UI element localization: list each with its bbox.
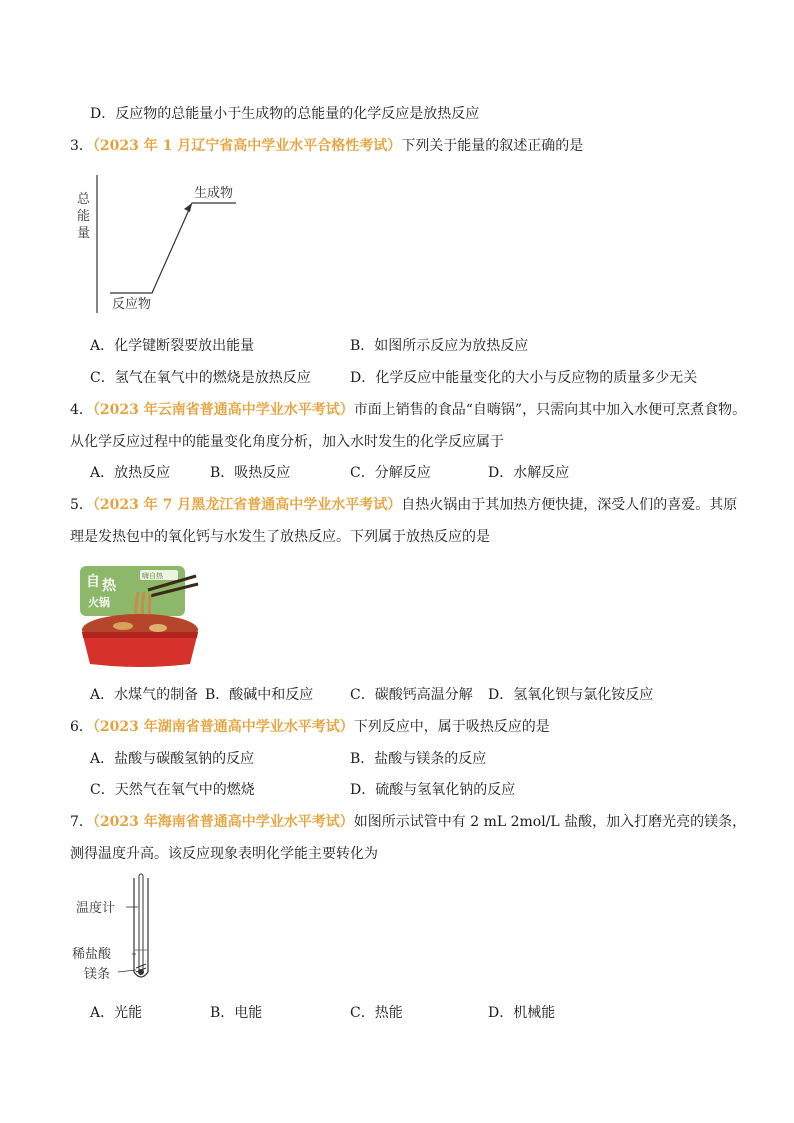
- q7-option-c: C．热能: [350, 1005, 403, 1021]
- q3-option-d: D．化学反应中能量变化的大小与反应物的质量多少无关: [350, 370, 698, 386]
- q7-option-b: B．电能: [210, 1005, 263, 1021]
- q3-option-a: A．化学键断裂要放出能量: [90, 338, 255, 354]
- q7-number: 7．: [70, 814, 93, 830]
- q3-source: （2023 年 1 月辽宁省高中学业水平合格性考试）: [92, 138, 402, 154]
- energy-axis-label-3: 量: [77, 226, 91, 241]
- q6-option-b: B．盐酸与镁条的反应: [350, 751, 487, 767]
- q6-option-a: A．盐酸与碳酸氢钠的反应: [90, 751, 255, 767]
- energy-curve: [110, 203, 236, 293]
- q7-text-1: 如图所示试管中有 2 mL 2mol/L 盐酸，加入打磨光亮的镁条，: [353, 814, 747, 830]
- hotpot-text-2: 热: [102, 578, 116, 594]
- hotpot-bowl-rim: [82, 632, 198, 638]
- q6-source: （2023 年湖南省普通高中学业水平考试）: [92, 719, 354, 735]
- magnesium-label: 镁条: [84, 967, 111, 982]
- q6-stem: [70, 717, 550, 737]
- q6-option-c: C．天然气在氧气中的燃烧: [90, 782, 255, 798]
- q7-option-d: D．机械能: [488, 1005, 556, 1021]
- acid-label: 稀盐酸: [72, 947, 112, 962]
- q4-stem-2: 从化学反应过程中的能量变化角度分析，加入水时发生的化学反应属于: [70, 434, 504, 450]
- q5-stem-2: 理是发热包中的氧化钙与水发生了放热反应。下列属于放热反应的是: [70, 529, 490, 545]
- q4-number: 4．: [70, 402, 93, 418]
- energy-axis-label-2: 能: [77, 209, 91, 224]
- q3-option-b: B．如图所示反应为放热反应: [350, 338, 529, 354]
- q3-option-c: C．氢气在氧气中的燃烧是放热反应: [90, 370, 311, 386]
- q4-option-c: C．分解反应: [350, 465, 431, 481]
- thermometer-label: 温度计: [76, 901, 116, 916]
- hotpot-text-3: 火锅: [88, 596, 110, 609]
- reactant-label: 反应物: [112, 297, 152, 312]
- arrow-head: [184, 203, 192, 212]
- q3-stem: [70, 136, 583, 156]
- q4-option-b: B．吸热反应: [210, 465, 291, 481]
- q6-option-d: D．硫酸与氢氧化钠的反应: [350, 782, 516, 798]
- test-tube-diagram: [70, 872, 170, 990]
- q6-text: 下列反应中，属于吸热反应的是: [353, 719, 550, 735]
- q7-stem-1: [70, 812, 746, 832]
- q5-text-1: 自热火锅由于其加热方便快捷，深受人们的喜爱。其原: [401, 497, 738, 513]
- q4-source: （2023 年云南省普通高中学业水平考试）: [92, 402, 354, 418]
- q5-option-a: A．水煤气的制备: [90, 687, 199, 703]
- food-piece: [149, 624, 167, 632]
- food-piece: [113, 622, 133, 630]
- q5-option-b: B．酸碱中和反应: [205, 687, 314, 703]
- thermometer: [139, 874, 143, 972]
- hotpot-text-1: 自: [86, 574, 100, 590]
- q2-option-d: D．反应物的总能量小于生成物的总能量的化学反应是放热反应: [90, 106, 480, 122]
- q4-option-a: A．放热反应: [90, 465, 171, 481]
- q6-number: 6．: [70, 719, 93, 735]
- q4-option-d: D．水解反应: [488, 465, 570, 481]
- q3-number: 3．: [70, 138, 93, 154]
- q5-stem-1: [70, 495, 737, 515]
- q5-option-d: D．氢氧化钡与氯化铵反应: [488, 687, 654, 703]
- q7-stem-2: 测得温度升高。该反应现象表明化学能主要转化为: [70, 846, 378, 862]
- q4-text-1: 市面上销售的食品“自嗨锅”，只需向其中加入水便可烹煮食物。: [353, 402, 747, 418]
- q5-option-c: C．碳酸钙高温分解: [350, 687, 473, 703]
- energy-diagram: [70, 165, 250, 315]
- test-tube: [134, 878, 148, 977]
- product-label: 生成物: [194, 186, 234, 201]
- hotpot-brand: 嗨自热: [142, 572, 163, 580]
- q7-source: （2023 年海南省普通高中学业水平考试）: [92, 814, 354, 830]
- q5-number: 5．: [70, 497, 93, 513]
- q4-stem-1: [70, 400, 746, 420]
- leader-line: [118, 970, 136, 972]
- hotpot-image: [78, 560, 203, 670]
- energy-axis-label-1: 总: [77, 192, 91, 207]
- q5-source: （2023 年 7 月黑龙江省普通高中学业水平考试）: [92, 497, 402, 513]
- q7-option-a: A．光能: [90, 1005, 143, 1021]
- q3-text: 下列关于能量的叙述正确的是: [401, 138, 584, 154]
